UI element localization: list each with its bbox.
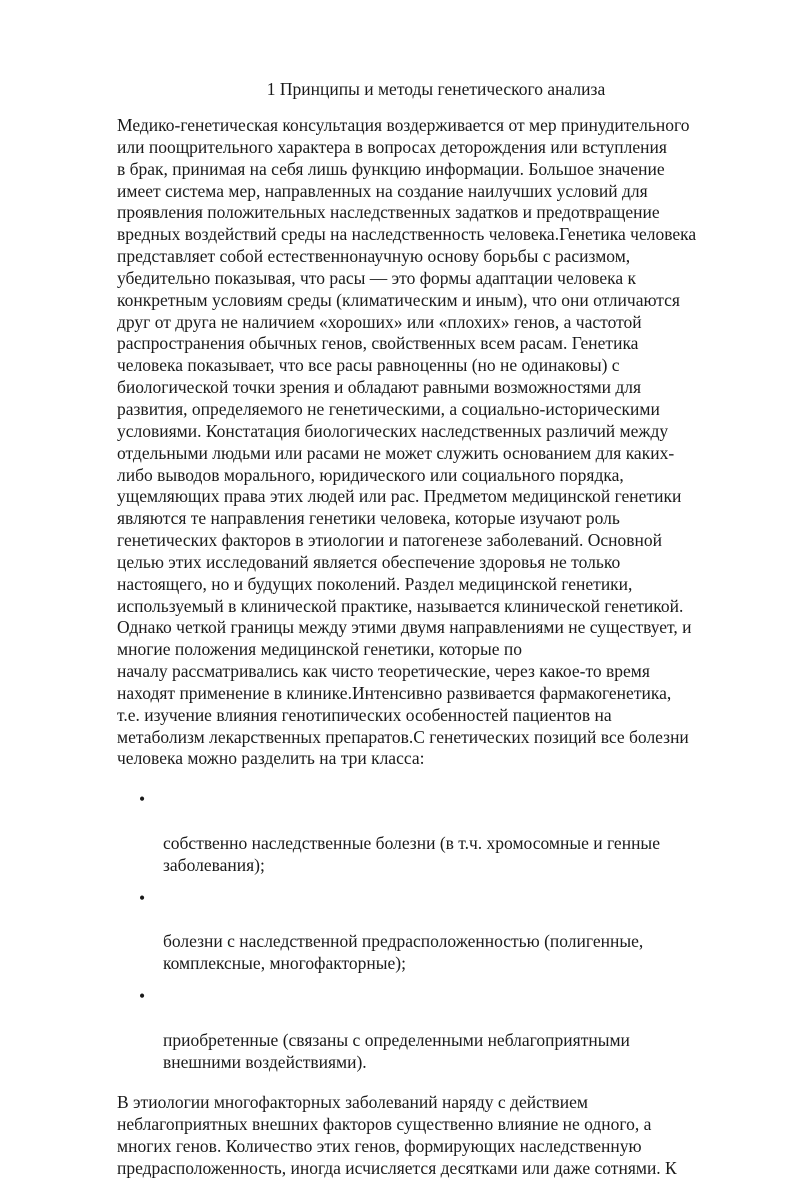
paragraph-2: В этиологии многофакторных заболеваний наряду с действием неблагоприятных внешних факторов существенно влияние не одного, а многих генов. Количество этих генов, формирующих наследственную предрасположенность, иногда исчисляется десятками или даже сотнями. К (117, 1092, 677, 1178)
bullet-list (117, 789, 747, 1073)
bullet-item (117, 789, 747, 876)
bullet-icon: • (139, 887, 146, 908)
bullet-text: собственно наследственные болезни (в т.ч. хромосомные и генные заболевания); (163, 833, 660, 875)
bullet-icon: • (139, 789, 146, 810)
bullet-icon: • (139, 986, 146, 1007)
bullet-text: приобретенные (связаны с определенными неблагоприятными внешними воздействиями). (163, 1029, 630, 1072)
paragraph-1: Медико-генетическая консультация воздерживается от мер принудительного или поощрительного характера в вопросах деторождения или вступления в брак, принимая на себя лишь функцию информации. Большое значение имеет система мер, направленных на создание наилучших условий для проявления положительных наследственных задатков и предотвращение вредных воздействий среды на наследственность человека.Генетика человека представляет собой естественнонаучную основу борьбы с расизмом, убедительно показывая, что расы — это формы адаптации человека к конкретным условиям среды (климатическим и иным), что они отличаются друг от друга не наличием «хороших» или «плохих» генов, а частотой распространения обычных генов, свойственных всем расам. Генетика человека показывает, что все расы равноценны (но не одинаковы) с биологической точки зрения и обладают равными возможностями для развития, определяемого не генетическими, а социально-историческими условиями. Констатация биологических наследственных различий между отдельными людьми или расами не может служить основанием для каких- либо выводов морального, юридического или социального порядка, ущемляющих права этих людей или рас. Предметом медицинской генетики являются те направления генетики человека, которые изучают роль генетических факторов в этиологии и патогенезе заболеваний. Основной целью этих исследований является обеспечение здоровья не только настоящего, но и будущих поколений. Раздел медицинской генетики, используемый в клинической практике, называется клинической генетикой. Однако четкой границы между этими двумя направлениями не существует, и многие положения медицинской генетики, которые по началу рассматривались как чисто теоретические, через какое-то время находят применение в клинике.Интенсивно развивается фармакогенетика, т.е. изучение влияния генотипических особенностей пациентов на метаболизм лекарственных препаратов.С генетических позиций все болезни человека можно разделить на три класса: (117, 115, 697, 769)
bullet-item (117, 888, 747, 975)
document-title: 1 Принципы и методы генетического анализа (266, 79, 606, 99)
document-page (117, 78, 747, 1180)
bullet-text: болезни с наследственной предрасположенностью (полигенные, комплексные, многофакторные); (163, 931, 644, 974)
bullet-item (117, 986, 747, 1073)
